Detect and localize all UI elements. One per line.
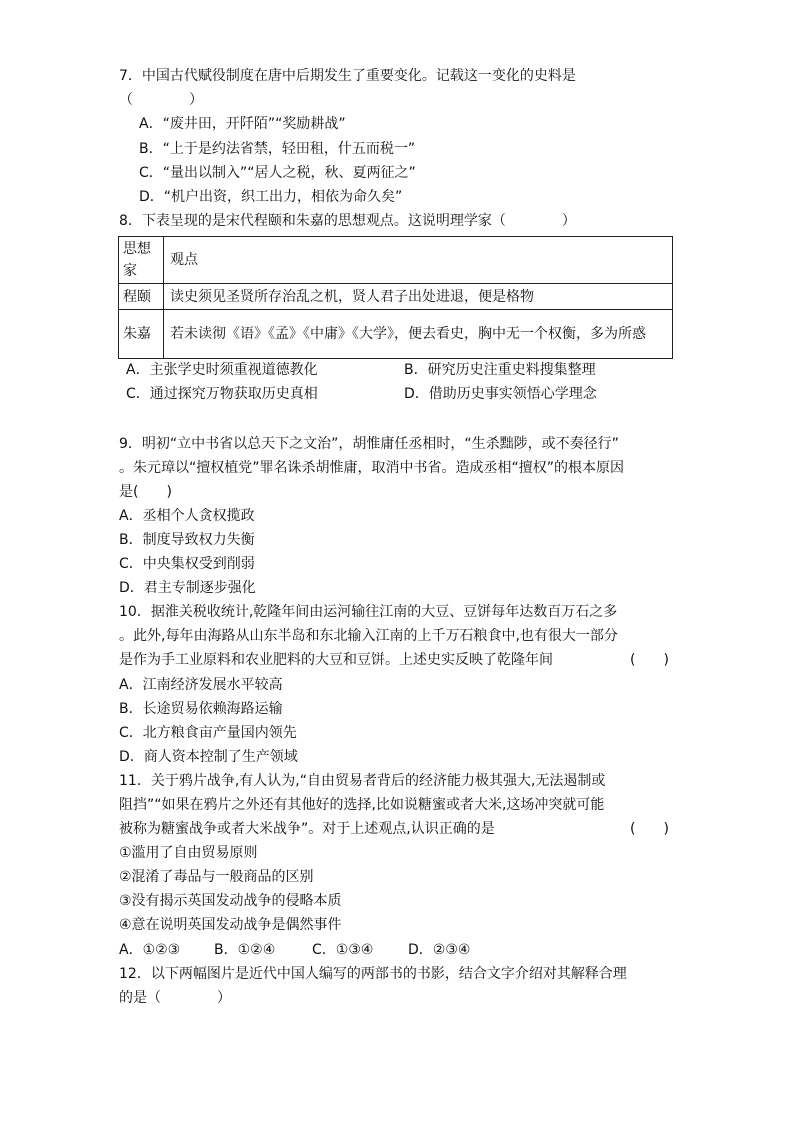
q10-stem-line-2: 。此外,每年由海路从山东半岛和东北输入江南的上千万石粮食中,也有很大一部分: [119, 628, 618, 644]
q11-statement-4: ④意在说明英国发动战争是偶然事件: [119, 917, 342, 933]
q8-option-c: C．通过探究万物获取历史真相: [126, 386, 318, 402]
table-cell-view: 若未读彻《语》《孟》《中庸》《大学》，便去看史，胸中无一个权衡，多为所惑: [164, 310, 673, 359]
q11-answer-paren: ( ): [630, 821, 669, 837]
q12-stem-line-1: 12．以下两幅图片是近代中国人编写的两部书的书影，结合文字介绍对其解释合理: [119, 966, 627, 982]
q9-stem-line-2: 。朱元璋以“擅权植党”罪名诛杀胡惟庸，取消中书省。造成丞相“擅权”的根本原因: [119, 460, 625, 476]
q11-option-b: B．①②④: [214, 942, 276, 958]
table-cell-view: 读史须见圣贤所存治乱之机，贤人君子出处进退，便是格物: [164, 284, 673, 310]
q7-option-c: C．“量出以制入”“居人之税，秋、夏两征之”: [139, 165, 416, 181]
q9-option-a: A．丞相个人贪权揽政: [119, 508, 255, 524]
table-header-row: [119, 237, 673, 284]
q8-option-d: D．借助历史事实领悟心学理念: [404, 386, 597, 402]
q11-option-a: A．①②③: [119, 942, 181, 958]
q11-stem-line-2: 阻挡”“如果在鸦片之外还有其他好的选择,比如说糖蜜或者大米,这场冲突就可能: [119, 797, 605, 813]
q7-stem: 7．中国古代赋役制度在唐中后期发生了重要变化。记载这一变化的史料是: [119, 68, 576, 84]
q9-option-c: C．中央集权受到削弱: [119, 556, 255, 572]
q10-option-b: B．长途贸易依赖海路运输: [119, 701, 283, 717]
table-header-thinker: 思想家: [119, 237, 164, 284]
q10-option-c: C．北方粮食亩产量国内领先: [119, 725, 297, 741]
q8-thinker-table: [118, 236, 673, 359]
q7-option-a: A．“废井田，开阡陌”“奖励耕战”: [139, 116, 346, 132]
table-header-view: 观点: [164, 237, 673, 284]
q8-option-b: B．研究历史注重史料搜集整理: [404, 362, 596, 378]
q7-option-d: D．“机户出资，织工出力，相依为命久矣”: [139, 189, 403, 205]
q9-option-d: D．君主专制逐步强化: [119, 580, 256, 596]
table-row: [119, 284, 673, 310]
q10-answer-paren: ( ): [630, 652, 669, 668]
q12-stem-line-2: 的是（ ）: [119, 990, 231, 1006]
q11-statement-3: ③没有揭示英国发动战争的侵略本质: [119, 893, 342, 909]
q10-stem-line-1: 10．据淮关税收统计,乾隆年间由运河输往江南的大豆、豆饼每年达数百万石之多: [119, 604, 618, 620]
q11-statement-2: ②混淆了毒品与一般商品的区别: [119, 869, 314, 885]
q10-stem-line-3: 是作为手工业原料和农业肥料的大豆和豆饼。上述史实反映了乾隆年间: [119, 652, 553, 668]
table-cell-thinker: 朱嘉: [119, 310, 164, 359]
q9-stem-line-3: 是( ): [119, 484, 172, 500]
q9-option-b: B．制度导致权力失衡: [119, 532, 255, 548]
q11-statement-1: ①滥用了自由贸易原则: [119, 845, 258, 861]
table-row: [119, 310, 673, 359]
q7-option-b: B．“上于是约法省禁，轻田租，什五而税一”: [139, 141, 416, 157]
q11-option-d: D．②③④: [408, 942, 471, 958]
q10-option-d: D．商人资本控制了生产领域: [119, 749, 298, 765]
q11-option-c: C．①③④: [312, 942, 374, 958]
q10-option-a: A．江南经济发展水平较高: [119, 677, 283, 693]
q8-option-a: A．主张学史时须重视道德教化: [126, 362, 318, 378]
q11-stem-line-1: 11．关于鸦片战争,有人认为,“自由贸易者背后的经济能力极其强大,无法遏制或: [119, 773, 606, 789]
q8-stem: 8．下表呈现的是宋代程颐和朱嘉的思想观点。这说明理学家（ ）: [119, 213, 576, 229]
table-cell-thinker: 程颐: [119, 284, 164, 310]
q7-answer-paren: （ ）: [119, 92, 203, 108]
q9-stem-line-1: 9．明初“立中书省以总天下之文治”，胡惟庸任丞相时，“生杀黜陟，或不奏径行”: [119, 436, 619, 452]
q11-stem-line-3: 被称为糖蜜战争或者大米战争”。对于上述观点,认识正确的是: [119, 821, 495, 837]
